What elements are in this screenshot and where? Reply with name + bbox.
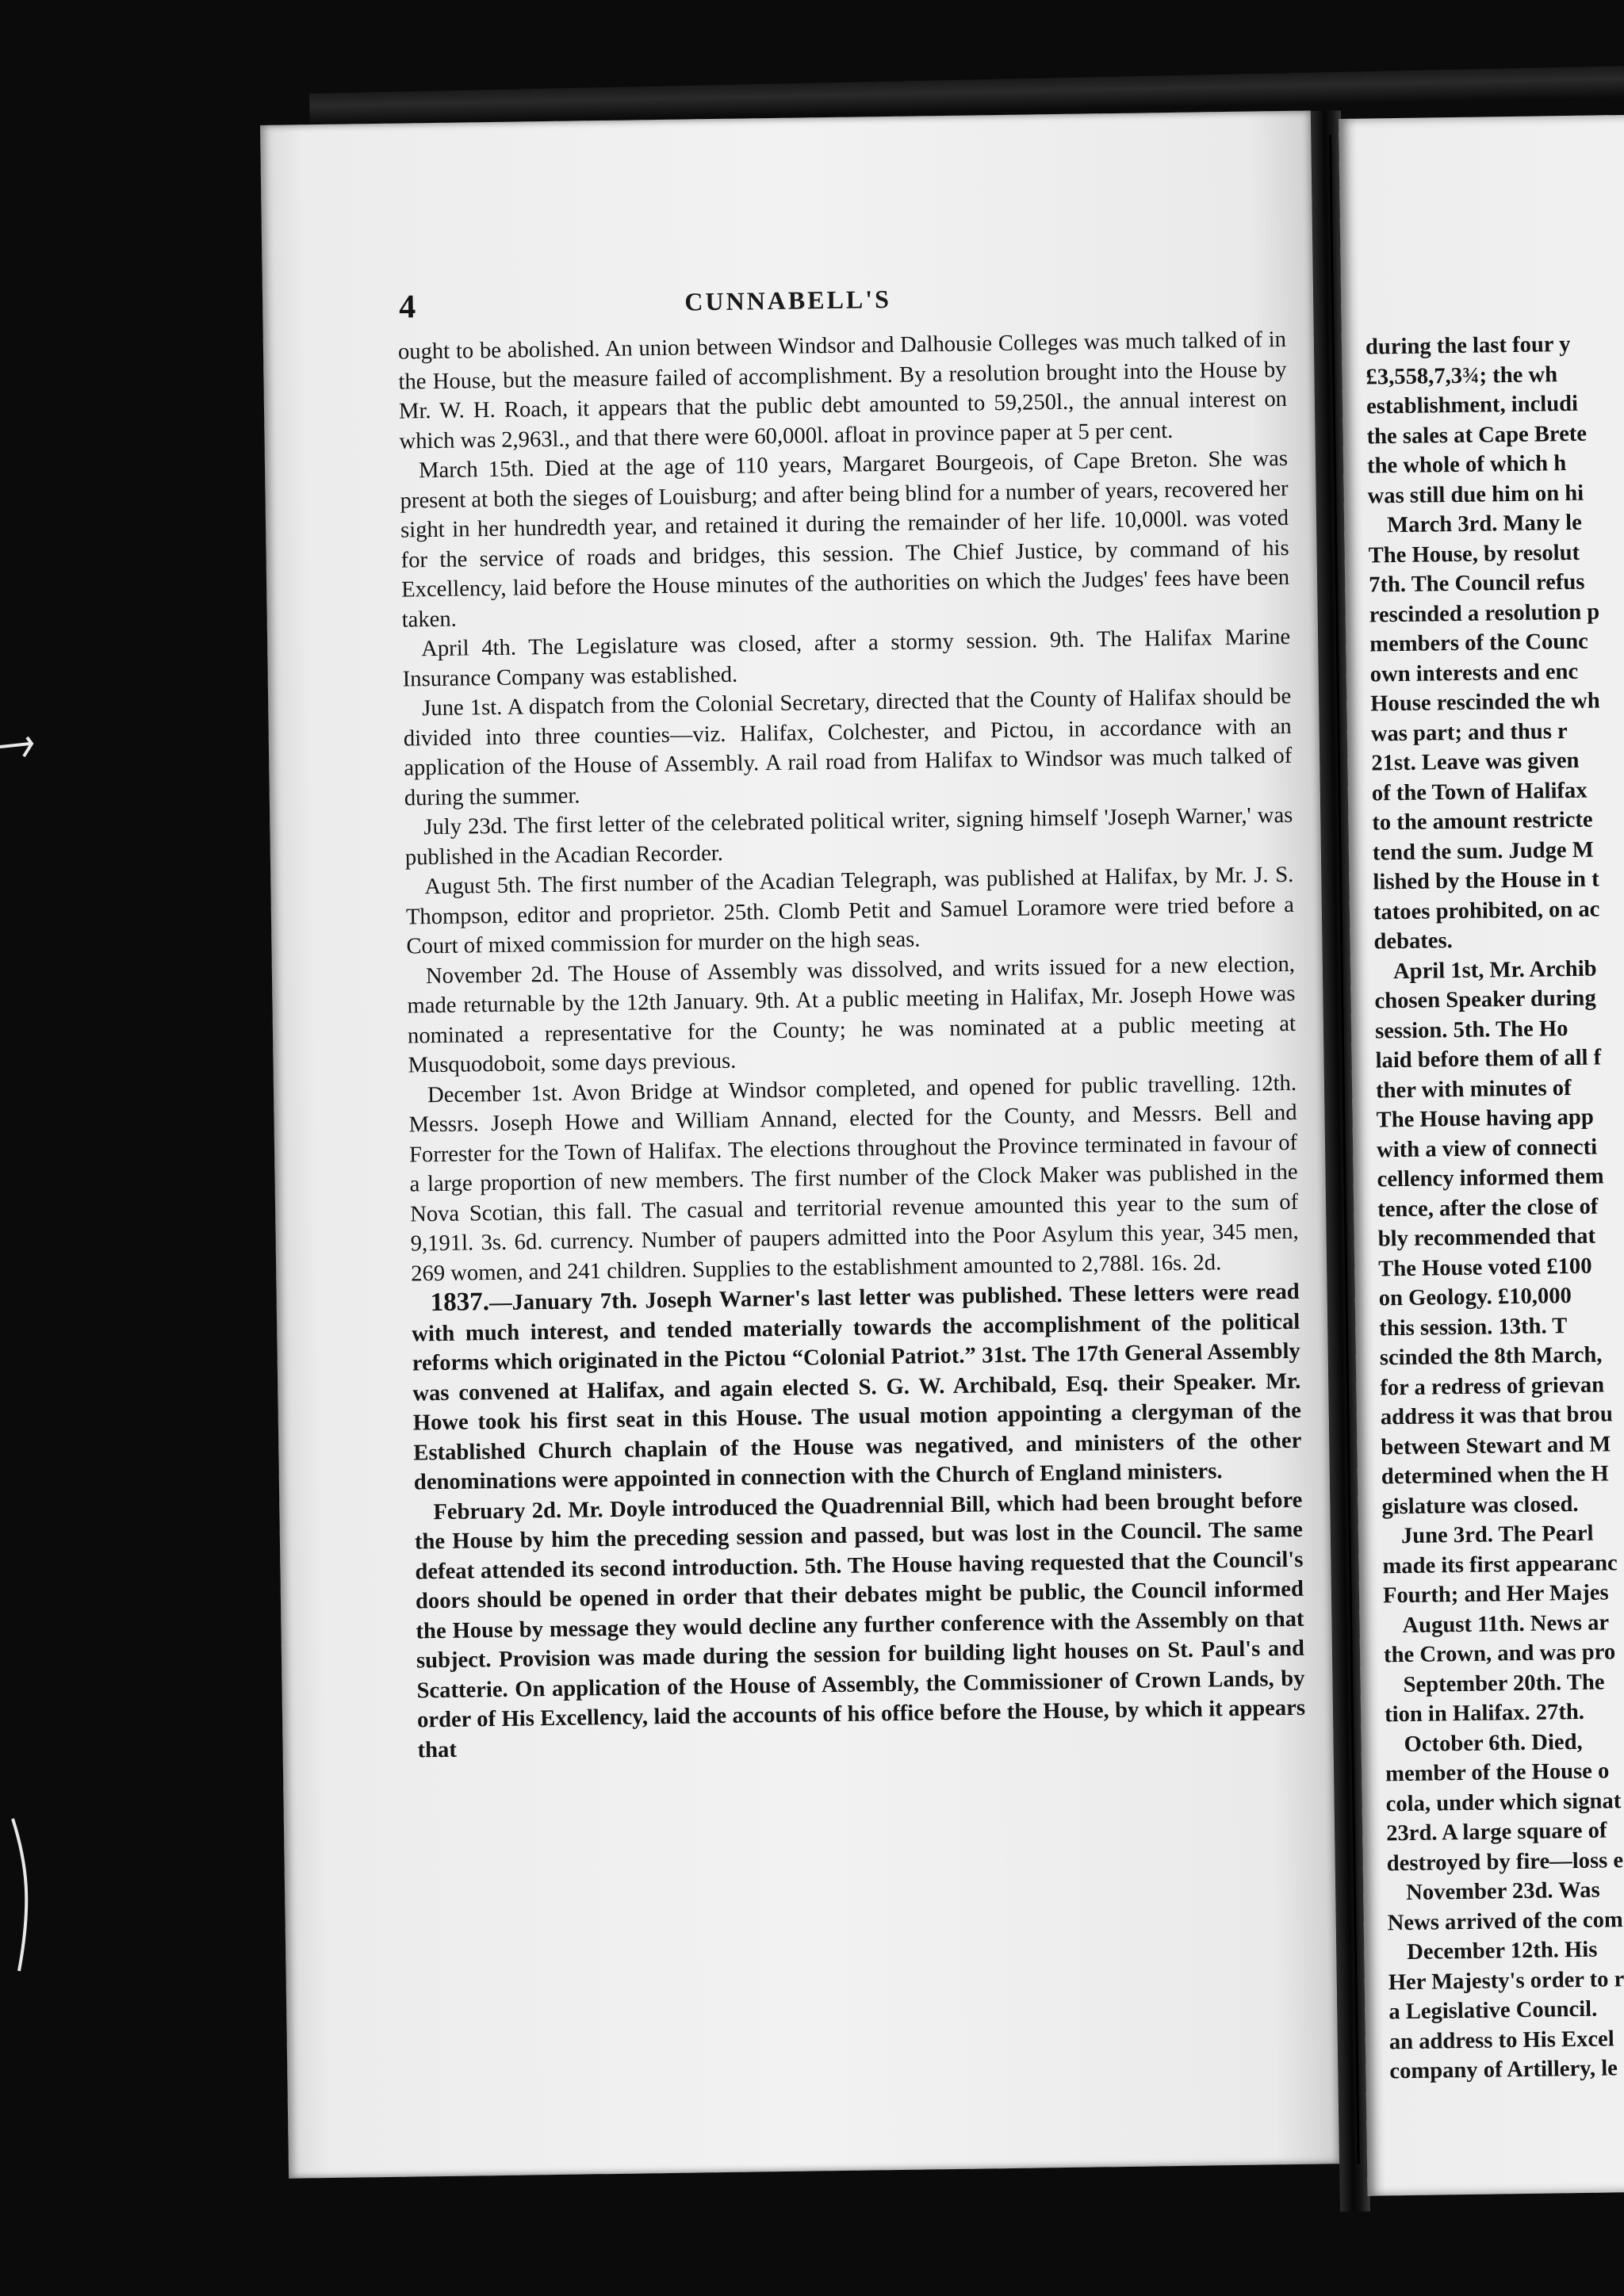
scan-curve-icon [8,1816,48,1974]
text-line: March 3rd. Many le [1386,510,1583,538]
text-line: tatoes prohibited, on ac [1373,897,1600,924]
text-line: destroyed by fire—loss e [1386,1847,1624,1876]
text-line: debates. [1373,928,1454,955]
text-line: laid before them of all f [1375,1045,1602,1073]
text-line: rescinded a resolution p [1369,599,1600,628]
text-line: 21st. Leave was given [1371,748,1580,776]
text-line: tion in Halifax. 27th. [1384,1699,1585,1728]
text-line: this session. 13th. T [1379,1313,1568,1341]
text-line: the sales at Cape Brete [1366,421,1588,450]
text-line: made its first appearanc [1382,1550,1618,1578]
left-page-body [398,325,1306,1765]
running-head: CUNNABELL'S [684,284,892,316]
paragraph [405,860,1294,962]
paragraph-text: June 1st. A dispatch from the Colonial Secretary, directed that the County of Halifax should be divided into three counties—viz. Halifax, Colchester, and Pictou, in accordance with an application of the House of Assembly. A rail road from Halifax to Windsor was much talked of during the summer. [403,683,1293,811]
text-line: tence, after the close of [1377,1194,1599,1222]
text-line: September 20th. The [1403,1670,1605,1697]
text-line: the whole of which h [1366,451,1567,479]
text-line: company of Artillery, le [1389,2056,1618,2084]
text-line: bly recommended that [1377,1223,1596,1252]
paragraph [403,682,1293,813]
text-line: gislature was closed. [1381,1491,1579,1519]
text-line: on Geology. £10,000 [1378,1284,1572,1311]
paragraph-text: ought to be abolished. An union between Windsor and Dalhousie Colleges was much talked of in the House, but the measure failed of accomplishment. By a resolution brought into the House by Mr. W. H. Roach, it appears that the public debt amounted to 59,250l., the annual interest on which was 2,963l., and that there were 60,000l. afloat in province paper at 5 per cent. [397,327,1288,454]
text-line: April 1st, Mr. Archib [1392,956,1597,984]
paragraph-text: February 2d. Mr. Doyle introduced the Quadrennial Bill, which had been brought before the House by him the preceding session and passed, but was lost in the Council. The same defeat attended its second introduction. 5th. The House having requested that the Council's doors should be opened in order that their debates might be public, the Council informed the House by message they would decline any further conference with the Assembly on that subject. Provision was made during the session for building light houses on St. Paul's and Scatterie. On application of the House of Assembly, the Commissioner of Crown Lands, by order of His Excellency, laid the accounts of his office before the House, by which it appears that [414,1487,1306,1762]
text-line: £3,558,7,3¾; the wh [1365,362,1558,390]
year-heading: 1837. [430,1288,490,1318]
text-line: was part; and thus r [1370,718,1568,747]
paragraph-text: April 4th. The Legislature was closed, after a stormy session. 9th. The Halifax Marine Insurance Company was established. [402,624,1291,692]
paragraph [407,949,1297,1081]
page-number: 4 [398,289,416,326]
text-line: Fourth; and Her Majes [1382,1580,1609,1609]
text-line: 23rd. A large square of [1385,1818,1607,1846]
text-line: was still due him on hi [1367,480,1584,509]
text-line: 7th. The Council refus [1368,569,1585,598]
text-line: cola, under which signat [1385,1788,1622,1816]
text-line: between Stewart and M [1381,1431,1611,1460]
text-line: the Crown, and was pro [1383,1640,1616,1668]
paragraph-text: August 5th. The first number of the Acadian Telegraph, was published at Halifax, by Mr. J. S. Thompson, editor and proprietor. 25th. Clomb Petit and Samuel Loramore were tried before a Court of mixed commission for murder on the high seas. [405,862,1295,959]
paragraph-text: November 2d. The House of Assembly was dissolved, and writs issued for a new election, made returnable by the 12th January. 9th. At a public meeting in Halifax, Mr. Joseph Howe was nominated a representative for the County; he was nominated at a public meeting at Musquodoboit, some days previous. [407,951,1297,1078]
text-line: August 11th. News ar [1402,1609,1610,1638]
paragraph [398,325,1288,457]
text-line: The House having app [1376,1104,1594,1133]
text-line: tend the sum. Judge M [1372,837,1594,865]
paragraph [412,1276,1303,1498]
paragraph-text: July 23d. The first letter of the celebrated political writer, signing himself 'Joseph Warner,' was published in the Acadian Recorder. [404,802,1293,871]
paragraph [414,1485,1306,1765]
text-line: of the Town of Halifax [1371,778,1588,806]
text-line: The House, by resolut [1368,540,1580,568]
text-line: Her Majesty's order to r [1388,1966,1624,1995]
text-line: cellency informed them [1377,1164,1604,1192]
text-line: establishment, includi [1365,391,1579,419]
text-line: a Legislative Council. [1388,1996,1598,2025]
paragraph-text: —January 7th. Joseph Warner's last letter was published. These letters were read with much interest, and tended materially towards the accomplishment of the political reforms which originated in the Pictou “Colonial Patriot.” 31st. The 17th General Assembly was convened at Halifax, and again elected S. G. W. Archibald, Esq. their Speaker. Mr. Howe took his first seat in this House. The usual motion appointing a clergyman of the Established Church chaplain of the House was negatived, and ministers of the other denominations were appointed in connection with the Church of England ministers. [412,1279,1302,1495]
text-line: an address to His Excel [1388,2026,1614,2054]
text-line: session. 5th. The Ho [1374,1016,1568,1043]
text-line: November 23d. Was [1406,1877,1600,1906]
text-line: with a view of connecti [1376,1135,1598,1162]
text-line: House rescinded the wh [1370,688,1600,717]
paragraph [408,1068,1300,1288]
text-line: chosen Speaker during [1374,985,1596,1014]
scan-mark-icon [0,729,48,777]
text-line: ther with minutes of [1375,1075,1572,1103]
text-line: for a redress of grievan [1380,1372,1605,1400]
text-line: The House voted £100 [1378,1253,1592,1281]
text-line: lished by the House in t [1373,867,1599,895]
text-line: to the amount restricte [1372,807,1593,836]
text-line: members of the Counc [1369,629,1589,657]
text-line: member of the House o [1385,1758,1610,1787]
right-page [1339,114,1624,2195]
paragraph-text: March 15th. Died at the age of 110 years, Margaret Bourgeois, of Cape Breton. She was present at both the sieges of Louisburg; and after being blind for a number of years, recovered her sight in her hundredth year, and retained it during the remainder of her life. 10,000l. was voted for the service of roads and bridges, this session. The Chief Justice, by command of his Excellency, laid before the House minutes of the authorities on which the Judges' fees have been taken. [400,446,1290,633]
text-line: own interests and enc [1369,659,1579,687]
text-line: during the last four y [1365,331,1571,360]
text-line: October 6th. Died, [1404,1729,1583,1757]
text-line: News arrived of the com [1387,1907,1623,1935]
text-line: determined when the H [1381,1461,1609,1490]
text-line: December 12th. His [1407,1937,1598,1965]
text-line: scinded the 8th March, [1379,1342,1603,1371]
left-page [260,111,1339,2179]
text-line: address it was that brou [1380,1402,1613,1430]
right-page-body [1365,327,1624,2087]
paragraph [400,444,1290,635]
text-line: June 3rd. The Pearl [1400,1521,1594,1549]
paragraph-text: December 1st. Avon Bridge at Windsor completed, and opened for public travelling. 12th. Messrs. Joseph Howe and William Annand, elected for the County, and Messrs. Bell and Forrester for the Town of Halifax. The elections throughout the Province terminated in favour of a large proportion of new members. The first number of the Clock Maker was published in the Nova Scotian, this fall. The casual and territorial revenue amounted this year to the sum of 9,191l. 3s. 6d. currency. Number of paupers admitted into the Poor Asylum this year, 345 men, 269 women, and 241 children. Supplies to the establishment amounted to 2,788l. 16s. 2d. [408,1070,1299,1286]
